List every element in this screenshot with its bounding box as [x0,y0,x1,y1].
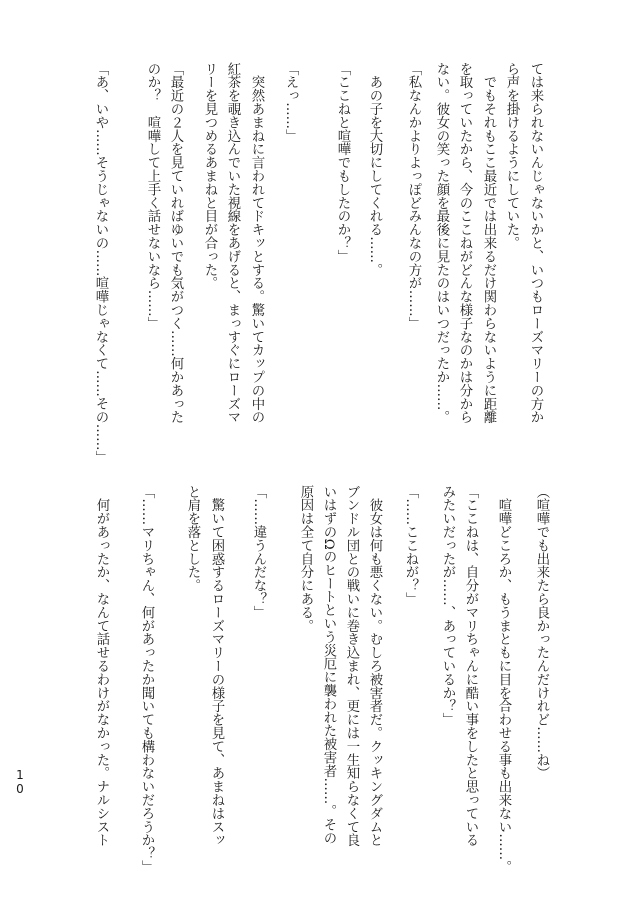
text-column: 何があったか、なんて話せるわけがなかった。ナルシスト [94,485,109,847]
text-column: 驚いて困惑するローズマリーの様子を見て、あまねはスッ [209,485,224,847]
dialogue-column: 「ここねと喧嘩でもしたのか？」 [335,62,350,263]
text-column: 原因は全て自分にある。 [298,485,313,633]
text-column: いはずのΩのヒートという災厄に襲われた被害者……。その [321,485,336,845]
text-column: ない。彼女の笑った顔を最後に見たのはいつだったか……。 [434,62,449,424]
dialogue-column: 「……違うんだな？」 [251,485,266,619]
dialogue-column: 「えっ……」 [283,62,298,143]
dialogue-column: 「……マリちゃん、何があったか聞いても構わないだろうか？」 [139,485,154,874]
dialogue-column: 「最近の２人を見ていればゆいでも気がつく……何かあった [168,62,183,424]
text-column: ブンドル団との戦いに巻き込まれ、更には一生知らなくて良 [344,485,359,847]
text-column: ては来られないんじゃないかと、いつもローズマリーの方か [528,62,543,424]
monologue-column: （喧嘩でも出来たら良かったんだけれど……ね） [534,485,549,780]
upper-text-block [0,62,634,464]
text-column: 突然あまねに言われてドキッとする。驚いてカップの中の [249,62,264,424]
text-column: 紅茶を覗き込んでいた視線をあげると、まっすぐにローズマ [225,62,240,424]
text-column: ら声を掛けるようにしていた。 [504,62,519,250]
text-column: あの子を大切にしてくれる……。 [367,62,382,277]
text-column: でもそれもここ最近では出来るだけ関わらないように距離 [481,62,496,424]
dialogue-column: のか？ 喧嘩して上手く話せないなら……」 [145,62,160,330]
text-column: 彼女は何も悪くない。むしろ被害者だ。クッキングダムと [367,485,382,847]
text-column: を取っていたから、今のここねがどんな様子なのかは分から [457,62,472,424]
dialogue-column: 「……ここねが？」 [403,485,418,606]
text-column: 喧嘩どころか、もうまともに目を合わせる事も出来ない……。 [496,485,511,874]
lower-text-block [0,485,634,885]
dialogue-column: みたいだったが……、あっているか？」 [440,485,455,727]
text-column: リーを見つめるあまねと目が合った。 [202,62,217,290]
dialogue-column: 「ここねは、自分がマリちゃんに酷い事をしたと思っている [463,485,478,847]
text-column: と肩を落とした。 [185,485,200,593]
dialogue-column: 「私なんかよりよっぽどみんなの方が……」 [406,62,421,330]
dialogue-column: 「あ、いや……そうじゃないの……喧嘩じゃなくて……その……」 [93,62,108,464]
page-number: 10 [13,768,27,796]
